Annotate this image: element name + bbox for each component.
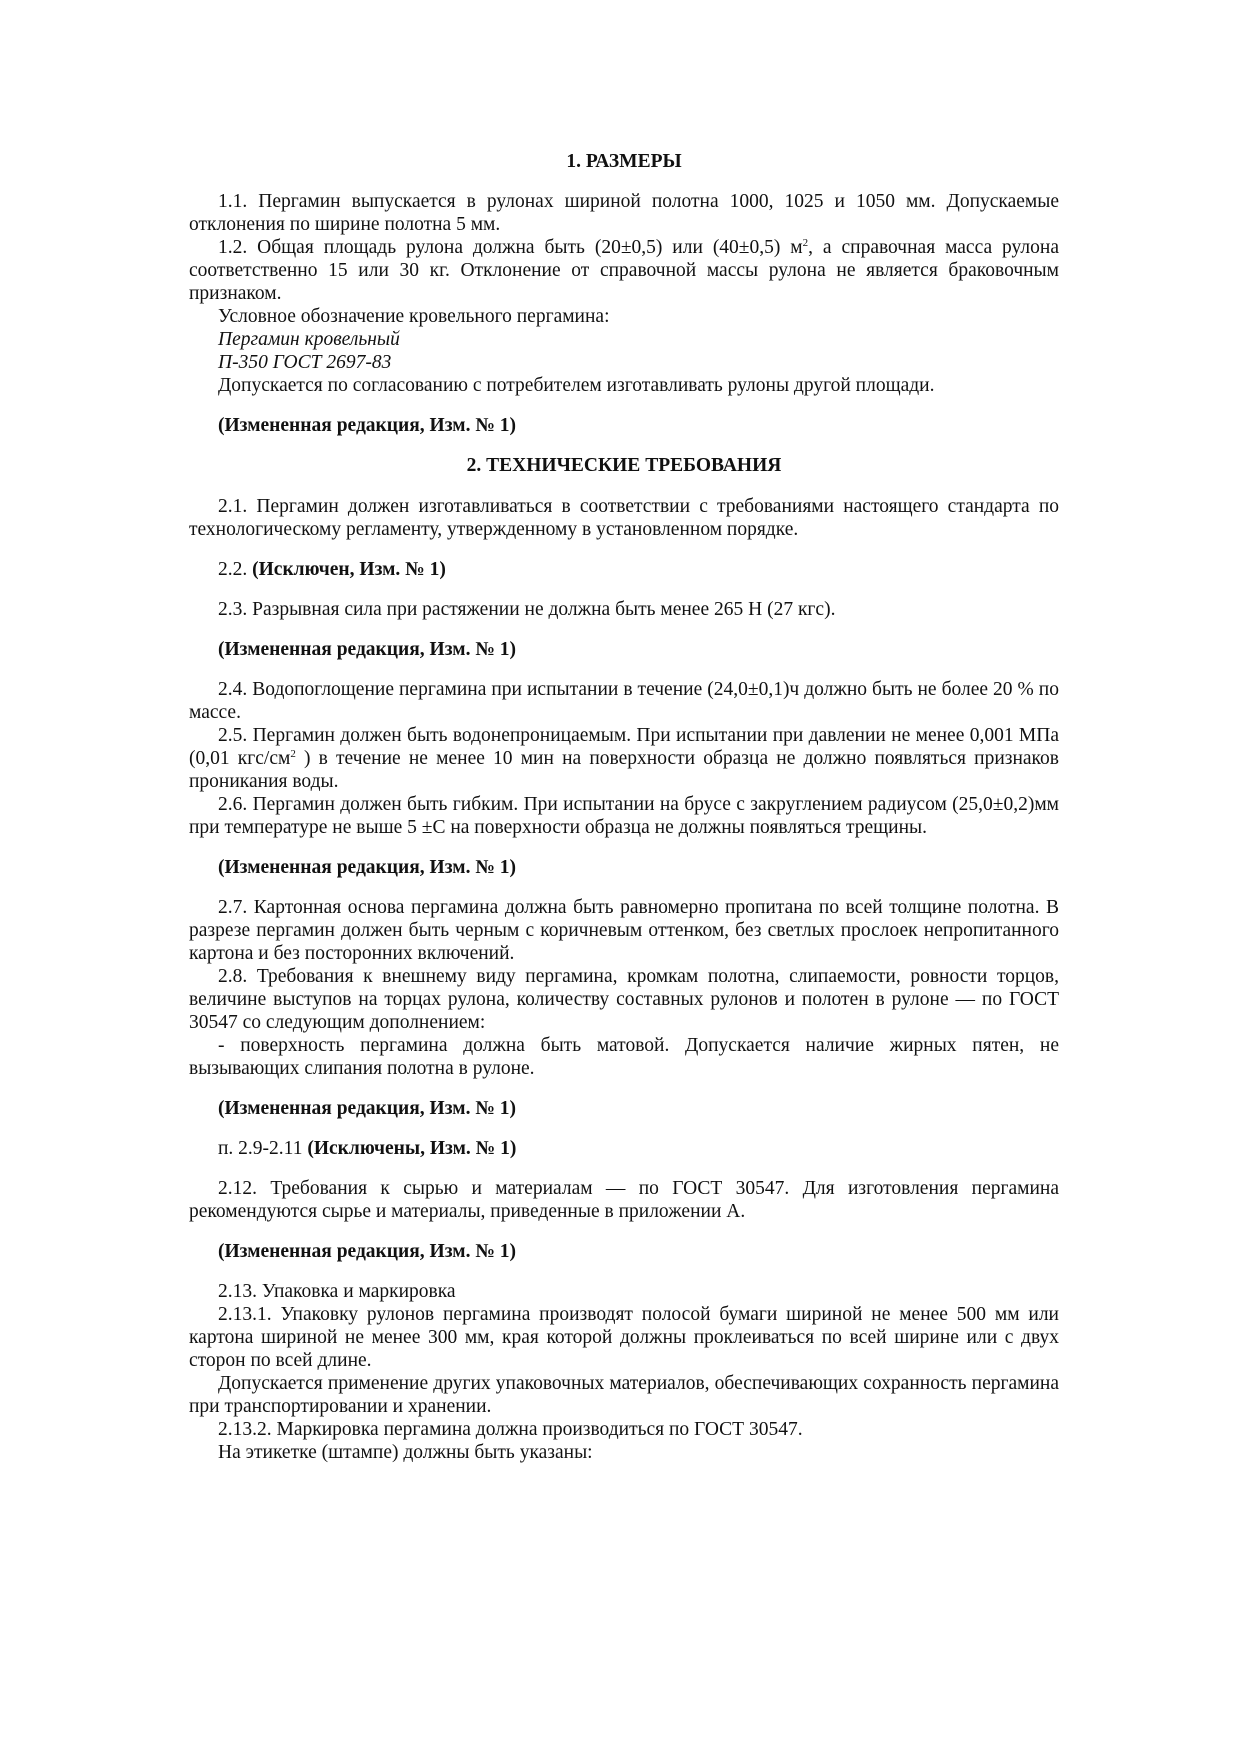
amendment-note: (Измененная редакция, Изм. № 1) <box>218 857 517 878</box>
amendment-note: (Измененная редакция, Изм. № 1) <box>218 1098 517 1119</box>
paragraph-1-2-text-cont: , а справочная масса рулона соответственно 15 или 30 кг. Отклонение от справочной массы рулона не является браковочным признаком. <box>189 237 1059 304</box>
label-intro: На этикетке (штампе) должны быть указаны: <box>218 1442 593 1463</box>
paragraph-2-13-1-note: Допускается применение других упаковочных материалов, обеспечивающих сохранность пергамина при транспортировании и хранении. <box>189 1373 1059 1417</box>
paragraph-2-5-text: 2.5. Пергамин должен быть водонепроницаемым. При испытании при давлении не менее 0,001 МПа (0,01 кгс/см <box>189 725 1059 769</box>
paragraph-2-13: 2.13. Упаковка и маркировка <box>218 1281 456 1302</box>
section-2-title: 2. ТЕХНИЧЕСКИЕ ТРЕБОВАНИЯ <box>466 455 782 476</box>
paragraph-2-3: 2.3. Разрывная сила при растяжении не должна быть менее 265 Н (27 кгс). <box>218 599 836 620</box>
paragraph-2-2-number: 2.2. <box>218 559 248 580</box>
paragraph-2-2 <box>218 558 1059 581</box>
square-superscript: 2 <box>290 748 296 760</box>
paragraph-2-5 <box>189 724 1059 793</box>
paragraph-2-1: 2.1. Пергамин должен изготавливаться в соответствии с требованиями настоящего стандарта по технологическому регламенту, утвержденному в установленном порядке. <box>189 496 1059 540</box>
amendment-note: (Измененная редакция, Изм. № 1) <box>218 1241 517 1262</box>
paragraph-2-5-text-cont: ) в течение не менее 10 мин на поверхности образца не должно появляться признаков проникания воды. <box>189 748 1059 792</box>
amendment-note: (Измененная редакция, Изм. № 1) <box>218 639 517 660</box>
amendment-note: (Измененная редакция, Изм. № 1) <box>218 415 517 436</box>
designation-line-1: Пергамин кровельный <box>218 329 400 350</box>
document-body <box>189 150 1059 1464</box>
paragraph-2-13-2: 2.13.2. Маркировка пергамина должна производиться по ГОСТ 30547. <box>218 1419 803 1440</box>
paragraph-2-8-item: - поверхность пергамина должна быть матовой. Допускается наличие жирных пятен, не вызывающих слипания полотна в рулоне. <box>189 1035 1059 1079</box>
paragraph-1-2-text: 1.2. Общая площадь рулона должна быть (20±0,5) или (40±0,5) м <box>218 237 803 258</box>
paragraph-2-13-1: 2.13.1. Упаковку рулонов пергамина производят полосой бумаги шириной не менее 500 мм или картона шириной не менее 300 мм, края которой должны проклеиваться по всей ширине или с двух сторон по всей длине. <box>189 1304 1059 1371</box>
section-1-title: 1. РАЗМЕРЫ <box>566 151 682 172</box>
paragraph-2-6: 2.6. Пергамин должен быть гибким. При испытании на брусе с закруглением радиусом (25,0±0,2)мм при температуре не выше 5 ±С на поверхности образца не должны появляться трещины. <box>189 794 1059 838</box>
paragraph-2-9-number: п. 2.9-2.11 <box>218 1138 303 1159</box>
square-superscript: 2 <box>802 237 809 249</box>
paragraph-2-9-2-11 <box>218 1137 1059 1160</box>
paragraph-2-8: 2.8. Требования к внешнему виду пергамина, кромкам полотна, слипаемости, ровности торцов, величине выступов на торцах рулона, количеству составных рулонов и полотен в рулоне — по ГОСТ 30547 со следующим дополнением: <box>189 966 1059 1033</box>
paragraph-2-12: 2.12. Требования к сырью и материалам — по ГОСТ 30547. Для изготовления пергамина рекомендуются сырье и материалы, приведенные в приложении А. <box>189 1178 1059 1222</box>
paragraph-1-1: 1.1. Пергамин выпускается в рулонах шириной полотна 1000, 1025 и 1050 мм. Допускаемые отклонения по ширине полотна 5 мм. <box>189 191 1059 235</box>
paragraph-1-2 <box>189 236 1059 305</box>
paragraph-2-2-excluded: (Исключен, Изм. № 1) <box>252 559 446 580</box>
paragraph-2-4: 2.4. Водопоглощение пергамина при испытании в течение (24,0±0,1)ч должно быть не более 20 % по массе. <box>189 679 1059 723</box>
paragraph-2-9-excluded: (Исключены, Изм. № 1) <box>307 1138 517 1159</box>
paragraph-2-7: 2.7. Картонная основа пергамина должна быть равномерно пропитана по всей толщине полотна. В разрезе пергамин должен быть черным с коричневым оттенком, без светлых прослоек непропитанного картона и без посторонних включений. <box>189 897 1059 964</box>
other-area-note: Допускается по согласованию с потребителем изготавливать рулоны другой площади. <box>218 375 935 396</box>
designation-intro: Условное обозначение кровельного пергамина: <box>218 306 610 327</box>
designation-line-2: П-350 ГОСТ 2697-83 <box>218 352 392 373</box>
